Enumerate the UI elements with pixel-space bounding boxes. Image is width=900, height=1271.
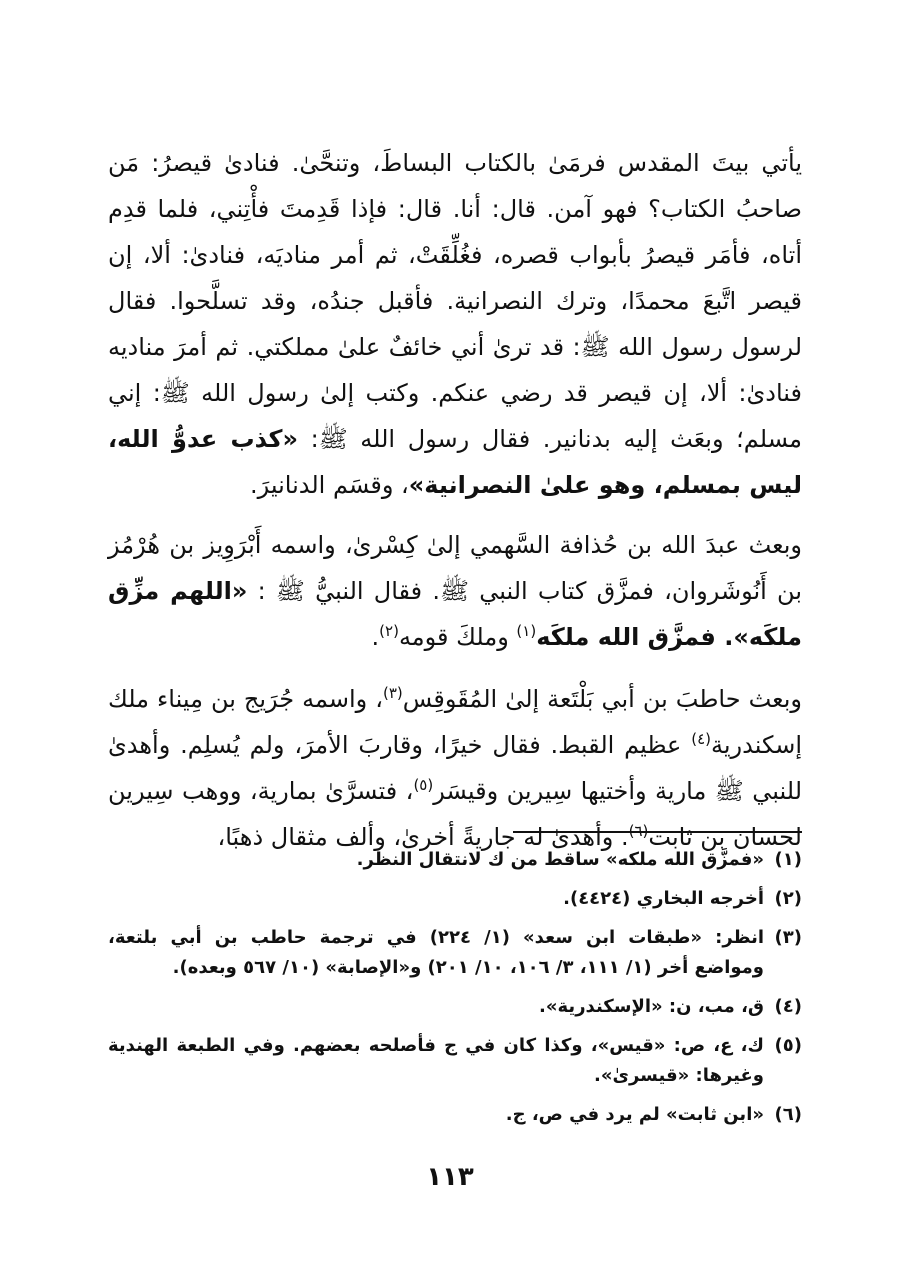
- footnotes-section: [108, 845, 802, 1139]
- text-run: ، فتسرَّىٰ بمارية، ووهب سِيرين لحسان بن ثابت: [108, 777, 802, 851]
- footnote-text: «ابن ثابت» لم يرد في ص، ج.: [505, 1104, 764, 1125]
- main-text: [108, 140, 802, 876]
- footnote-text: ك، ع، ص: «قيس»، وكذا كان في ج فأصلحه بعضهم. وفي الطبعة الهندية وغيرها: «قيسرىٰ».: [108, 1035, 764, 1086]
- footnote-5: [108, 1031, 802, 1091]
- text-run: وبعث حاطبَ بن أبي بَلْتَعة إلىٰ المُقَوقِس: [402, 685, 802, 713]
- footnote-2: [108, 884, 802, 914]
- footnote-ref-3[interactable]: (٣): [382, 684, 403, 702]
- footnote-ref-1[interactable]: (١): [516, 622, 537, 640]
- text-run: .: [371, 623, 380, 651]
- footnote-number: (٢): [774, 888, 802, 909]
- footnote-separator: [513, 831, 802, 833]
- footnote-3: [108, 923, 802, 983]
- text-run: عظيم القبط. فقال خيرًا، وقاربَ الأمرَ، ولم يُسلِم. وأهدىٰ للنبي ﷺ مارية وأختيها سِيرين وقيسَر: [108, 731, 803, 805]
- footnote-1: [108, 845, 802, 875]
- text-run: يأتي بيتَ المقدس فرمَىٰ بالكتاب البساطَ، وتنحَّىٰ. فنادىٰ قيصرُ: مَن صاحبُ الكتاب؟ فهو آمن. قال: أنا. قال: فإذا قَدِمتَ فأْتِني، فلما قدِم أتاه، فأمَر قيصرُ بأبواب قصره، فغُلِّقَتْ، ثم أمر مناديَه، فنادىٰ: ألا، إن قيصر اتَّبعَ محمدًا، وترك النصرانية. فأقبل جندُه، وقد تسلَّحوا. فقال لرسول رسول الله ﷺ: قد ترىٰ أني خائفٌ علىٰ مملكتي. ثم أمرَ مناديه فنادىٰ: ألا، إن قيصر قد رضي عنكم. وكتب إلىٰ رسول الله ﷺ: إني مسلم؛ وبعَث إليه بدنانير. فقال رسول الله ﷺ:: [108, 149, 802, 453]
- footnote-text: أخرجه البخاري (٤٤٢٤).: [563, 888, 764, 909]
- footnote-6: [108, 1100, 802, 1130]
- footnote-text: انظر: «طبقات ابن سعد» (١/ ٢٢٤) في ترجمة حاطب بن أبي بلتعة، ومواضع أخر (١/ ١١١، ٣/ ١٠٦، ١٠/ ٢٠١) و«الإصابة» (١٠/ ٥٦٧ وبعده).: [108, 927, 764, 978]
- footnote-ref-5[interactable]: (٥): [413, 776, 434, 794]
- paragraph-1: [108, 140, 802, 508]
- footnote-4: [108, 992, 802, 1022]
- footnote-ref-6[interactable]: (٦): [628, 822, 649, 840]
- text-run: ، واسمه جُرَيج بن مِيناء ملك إسكندرية: [108, 685, 802, 759]
- paragraph-2: [108, 522, 802, 660]
- footnote-text: «فمزَّق الله ملكه» ساقط من ك لانتقال النظر.: [356, 849, 764, 870]
- hadith-quote: «كذب عدوُّ الله، ليس بمسلم، وهو علىٰ النصرانية»: [108, 425, 802, 499]
- footnote-number: (١): [774, 849, 802, 870]
- page-number: ١١٣: [426, 1162, 474, 1192]
- text-run: وملكَ قومه: [398, 623, 517, 651]
- footnote-number: (٦): [774, 1104, 802, 1125]
- footnote-text: ق، مب، ن: «الإسكندرية».: [539, 996, 764, 1017]
- footnote-number: (٥): [774, 1035, 802, 1056]
- text-run: وبعث عبدَ الله بن حُذافة السَّهمي إلىٰ كِسْرىٰ، واسمه أَبْرَوِيز بن هُرْمُز بن أَنُوشَروان، فمزَّق كتاب النبي ﷺ. فقال النبيُّ ﷺ :: [108, 531, 802, 605]
- text-run: . وأهدىٰ له جاريةً أخرىٰ، وألف مثقال ذهبًا،: [217, 823, 629, 851]
- footnote-ref-4[interactable]: (٤): [691, 730, 711, 748]
- footnote-number: (٤): [774, 996, 802, 1017]
- footnote-ref-2[interactable]: (٢): [379, 622, 399, 640]
- text-run: . فمزَّق الله ملكَه: [536, 623, 734, 651]
- text-run: ، وقسَم الدنانيرَ.: [249, 471, 409, 499]
- footnote-number: (٣): [774, 927, 802, 948]
- hadith-quote: «اللهم مزِّق ملكَه»: [108, 577, 802, 651]
